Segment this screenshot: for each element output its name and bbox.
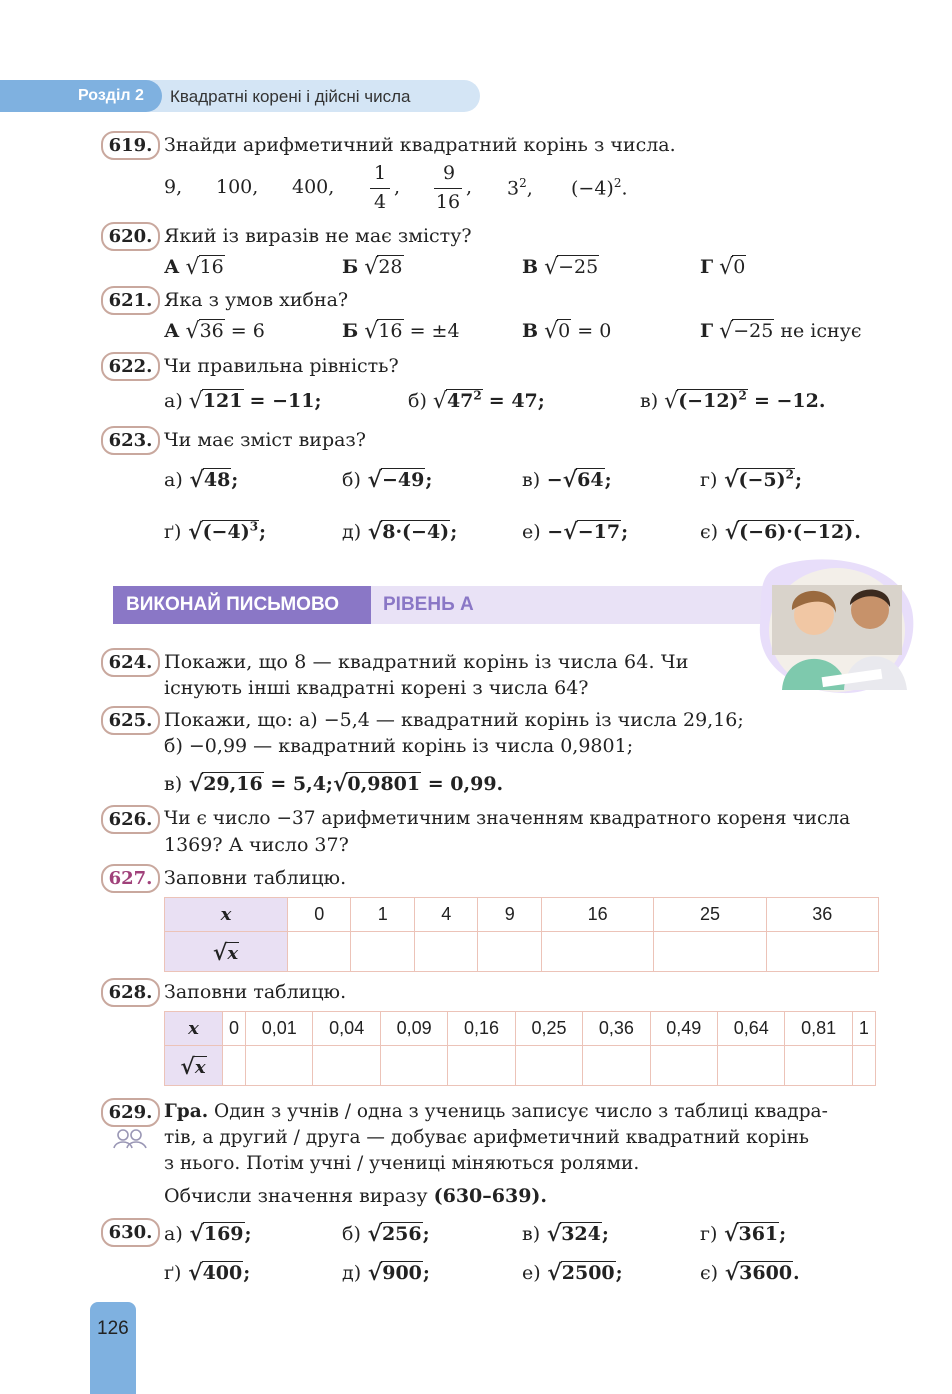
table-empty-cell	[246, 1046, 313, 1086]
table-cell: 16	[541, 898, 653, 932]
option-d: Г √−25 не існує	[700, 319, 862, 344]
comma: ,	[394, 176, 401, 198]
exercise-627-text: Заповни таблицю.	[164, 867, 347, 889]
item-h: є) √(−6)·(−12).	[700, 519, 861, 545]
table-empty-cell	[541, 932, 653, 972]
value-item: 9,	[164, 176, 183, 198]
table-cell: 0,36	[583, 1012, 650, 1046]
table-empty-cell	[478, 932, 541, 972]
exercise-629-line2: тів, а другий / друга — добуває арифметичний квадратний корінь	[164, 1127, 809, 1148]
table-cell: 0,04	[313, 1012, 380, 1046]
table-cell: 0	[288, 898, 351, 932]
exercise-629-line3: з нього. Потім учні / учениці міняються ролями.	[164, 1153, 640, 1174]
exercise-number-622: 622.	[101, 352, 160, 381]
item-c: в) √324;	[522, 1221, 609, 1247]
table-empty-cell	[718, 1046, 785, 1086]
item-b: б) √−49;	[342, 467, 433, 493]
item-d: г) √361;	[700, 1221, 787, 1247]
exercise-629-line1: Гра. Один з учнів / одна з учениць записує число з таблиці квадра-	[164, 1101, 828, 1122]
table-header-x: x	[165, 1012, 223, 1046]
item-c: в) −√64;	[522, 467, 612, 493]
table-cell: 9	[478, 898, 541, 932]
table-empty-cell	[380, 1046, 447, 1086]
exercise-number-626: 626.	[101, 805, 160, 834]
table-empty-cell	[223, 1046, 246, 1086]
exercise-number-625: 625.	[101, 706, 160, 735]
table-empty-cell	[448, 1046, 515, 1086]
table-empty-cell	[650, 1046, 717, 1086]
exercise-620-text: Який із виразів не має змісту?	[164, 225, 472, 247]
table-cell: 0,81	[785, 1012, 852, 1046]
exercise-624-line1: Покажи, що 8 — квадратний корінь із числа 64. Чи	[164, 651, 689, 673]
page-number-tab	[90, 1302, 136, 1394]
section-banner-level: РІВЕНЬ А	[383, 594, 474, 615]
table-empty-cell	[288, 932, 351, 972]
fraction-bar	[434, 188, 462, 189]
table-cell: 0	[223, 1012, 246, 1046]
exercise-number-629: 629.	[101, 1098, 160, 1127]
exercise-625-line1: Покажи, що: а) −5,4 — квадратний корінь із числа 29,16;	[164, 709, 744, 731]
table-empty-cell	[654, 932, 766, 972]
item-b: б) √256;	[342, 1221, 430, 1247]
table-header-sqrt-x: √x	[165, 932, 288, 972]
pair-work-icon	[112, 1128, 148, 1150]
option-c: В √−25	[522, 255, 599, 280]
fraction-bar	[370, 188, 390, 189]
instruction-note: Обчисли значення виразу (630–639).	[164, 1185, 548, 1207]
item-f: д) √8·(−4);	[342, 519, 458, 545]
table-cell: 1	[351, 898, 414, 932]
option-b: Б √16 = ±4	[342, 319, 460, 344]
value-item: 100,	[216, 176, 259, 198]
exercise-number-630: 630.	[101, 1218, 160, 1247]
item-g: е) −√−17;	[522, 519, 629, 545]
table-empty-cell	[515, 1046, 582, 1086]
item-a: а) √169;	[164, 1221, 252, 1247]
fraction-denominator: 4	[373, 191, 387, 213]
option-a: А √16	[164, 255, 224, 280]
table-empty-cell	[785, 1046, 852, 1086]
exercise-number-627: 627.	[101, 864, 160, 893]
item-h: є) √3600.	[700, 1260, 800, 1286]
table-empty-cell	[766, 932, 878, 972]
table-header-sqrt-x: √x	[165, 1046, 223, 1086]
table-cell: 0,09	[380, 1012, 447, 1046]
chapter-section-label: Розділ 2	[78, 87, 144, 104]
table-cell: 25	[654, 898, 766, 932]
fraction-numerator: 9	[442, 162, 456, 184]
option-a: А √36 = 6	[164, 319, 265, 344]
table-cell: 0,64	[718, 1012, 785, 1046]
exercise-622-text: Чи правильна рівність?	[164, 355, 399, 377]
table-cell: 36	[766, 898, 878, 932]
item-c: в) $√(-12)^2 = -12$.	[640, 388, 826, 414]
exercise-number-628: 628.	[101, 978, 160, 1007]
exercise-626-line1: Чи є число −37 арифметичним значенням квадратного кореня числа	[164, 808, 851, 829]
page-number: 126	[97, 1318, 129, 1339]
fraction-numerator: 1	[373, 162, 387, 184]
section-banner-title: ВИКОНАЙ ПИСЬМОВО	[126, 594, 339, 615]
table-empty-cell	[852, 1046, 875, 1086]
item-d: г) $√(-5)^2$;	[700, 467, 802, 493]
table-empty-cell	[313, 1046, 380, 1086]
exercise-number-624: 624.	[101, 648, 160, 677]
option-d: Г √0	[700, 255, 746, 280]
table-empty-cell	[414, 932, 477, 972]
table-cell: 0,01	[246, 1012, 313, 1046]
option-b: Б √28	[342, 255, 403, 280]
exercise-number-621: 621.	[101, 286, 160, 315]
exercise-619-text: Знайди арифметичний квадратний корінь з числа.	[164, 134, 676, 156]
squares-table-1	[164, 897, 879, 972]
item-a: а) √121 = −11;	[164, 389, 322, 414]
chapter-title: Квадратні корені і дійсні числа	[170, 87, 411, 106]
power-expression: $3^2$,	[507, 176, 533, 200]
item-e: ґ) $√(-4)^3$;	[164, 519, 267, 545]
comma: ,	[466, 176, 473, 198]
item-a: а) √48;	[164, 467, 239, 493]
exercise-626-line2: 1369? А число 37?	[164, 834, 349, 856]
table-cell: 0,49	[650, 1012, 717, 1046]
table-cell: 0,25	[515, 1012, 582, 1046]
table-header-x: x	[165, 898, 288, 932]
item-b: б) $√47^2 = 47$;	[408, 388, 545, 414]
table-empty-cell	[583, 1046, 650, 1086]
table-cell: 4	[414, 898, 477, 932]
exercise-623-text: Чи має зміст вираз?	[164, 429, 366, 451]
power-expression: $(-4)^2$.	[571, 176, 628, 200]
exercise-625-line3: в) √29,16 = 5,4;√0,9801 = 0,99.	[164, 771, 504, 797]
exercise-628-text: Заповни таблицю.	[164, 981, 347, 1003]
fraction-denominator: 16	[435, 191, 461, 213]
exercise-621-text: Яка з умов хибна?	[164, 289, 349, 311]
table-cell: 1	[852, 1012, 875, 1046]
squares-table-2	[164, 1011, 876, 1086]
exercise-number-623: 623.	[101, 426, 160, 455]
value-item: 400,	[292, 176, 335, 198]
exercise-625-line2: б) −0,99 — квадратний корінь із числа 0,9801;	[164, 735, 634, 757]
exercise-624-line2: існують інші квадратні корені з числа 64?	[164, 677, 589, 699]
option-c: В √0 = 0	[522, 319, 612, 344]
item-g: е) √2500;	[522, 1260, 623, 1286]
item-e: ґ) √400;	[164, 1260, 251, 1286]
students-illustration	[752, 555, 917, 700]
table-cell: 0,16	[448, 1012, 515, 1046]
table-empty-cell	[351, 932, 414, 972]
exercise-number-620: 620.	[101, 222, 160, 251]
item-f: д) √900;	[342, 1260, 430, 1286]
exercise-number-619: 619.	[101, 131, 160, 160]
